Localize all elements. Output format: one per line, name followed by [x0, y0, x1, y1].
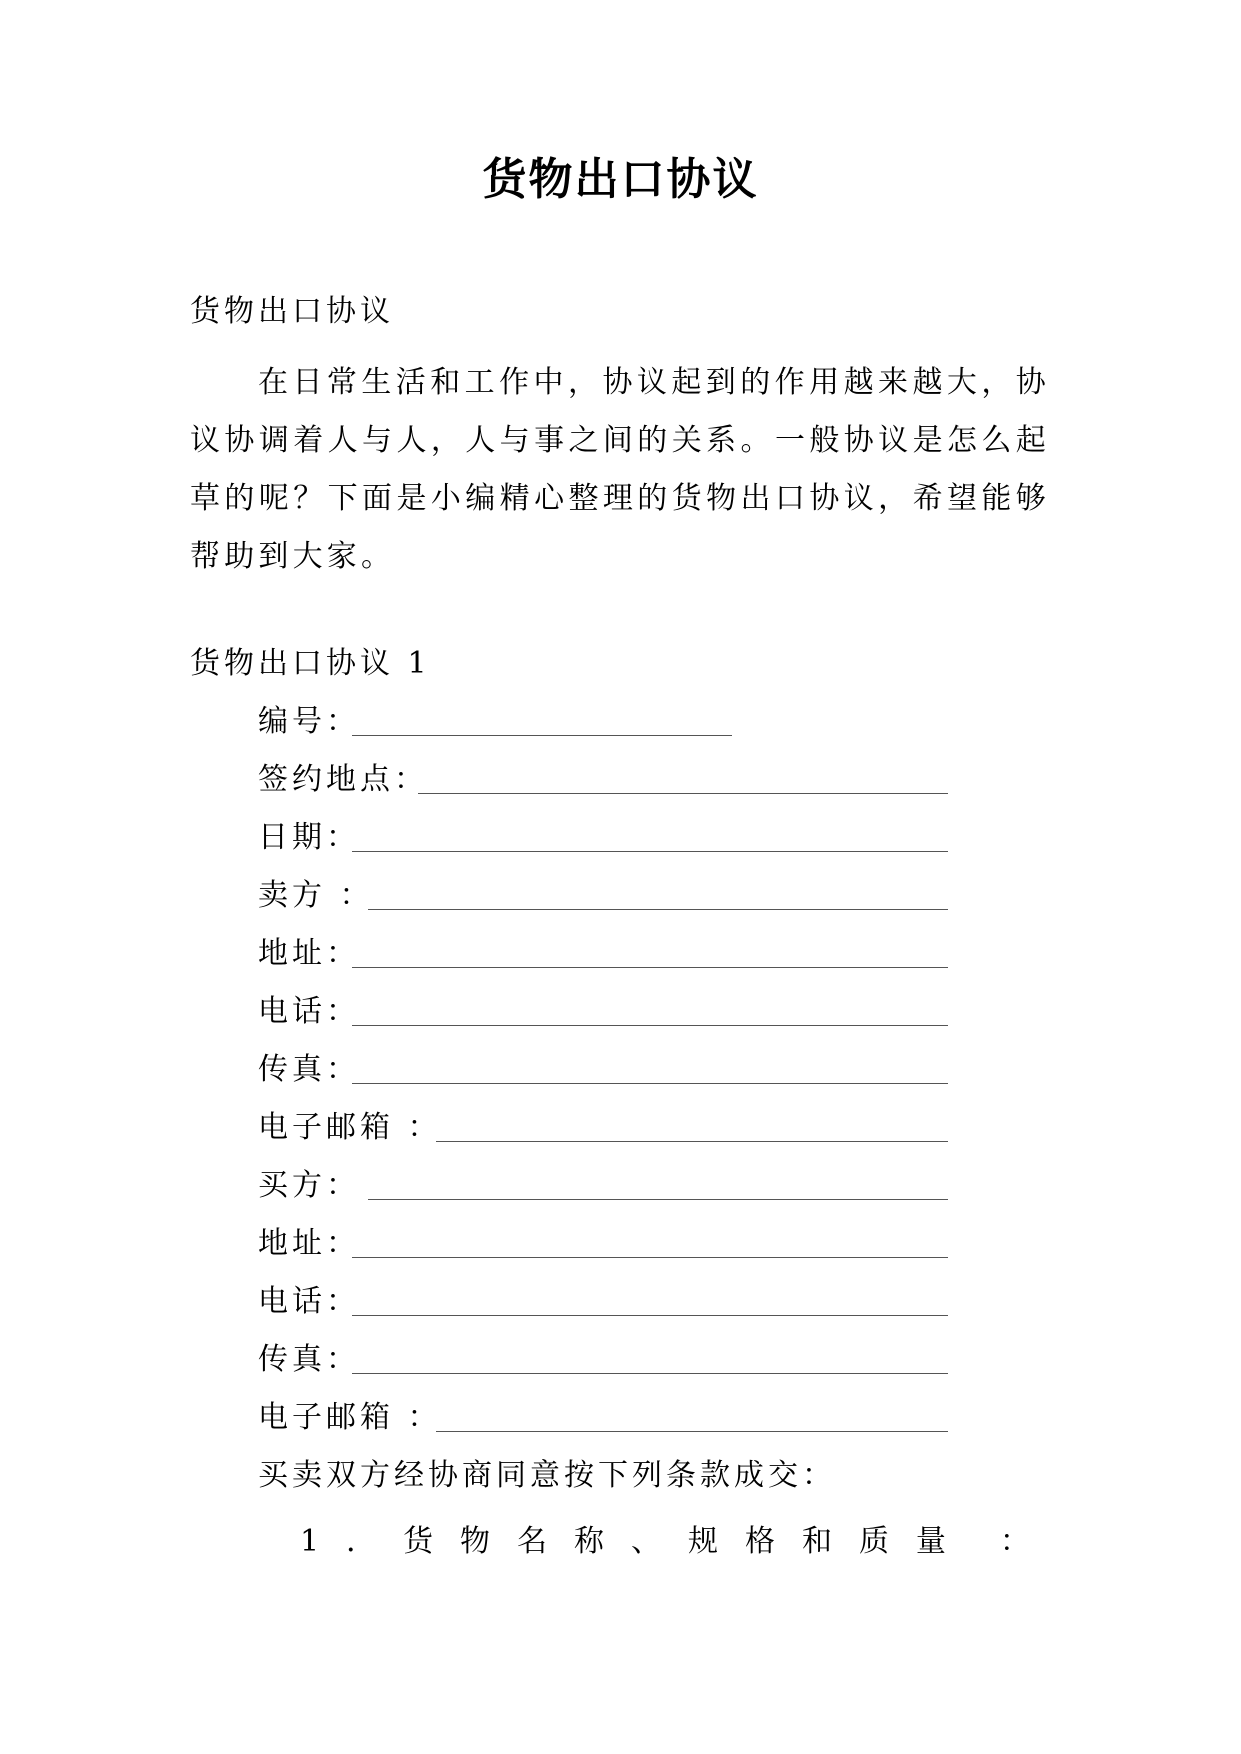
clause-char: 货 [403, 1524, 434, 1559]
clause-char: 格 [744, 1524, 775, 1559]
blank-seller-phone[interactable] [352, 1025, 948, 1026]
clause-char: 物 [460, 1524, 491, 1559]
clause-char: ． [346, 1524, 377, 1559]
blank-number[interactable] [352, 735, 732, 736]
field-seller-fax [258, 1050, 360, 1090]
field-buyer-fax [258, 1340, 360, 1380]
blank-buyer[interactable] [368, 1199, 948, 1200]
field-label-buyer-address: 地址： [258, 1226, 360, 1261]
blank-seller-email[interactable] [436, 1141, 948, 1142]
field-label-place: 签约地点： [258, 762, 428, 797]
blank-place[interactable] [418, 793, 948, 794]
clause-1-heading [300, 1522, 1030, 1562]
field-label-number: 编号： [258, 704, 360, 739]
field-label-buyer: 买方： [258, 1168, 360, 1203]
field-buyer-address [258, 1224, 360, 1264]
field-place [258, 760, 428, 800]
blank-buyer-email[interactable] [436, 1431, 948, 1432]
blank-seller-address[interactable] [352, 967, 948, 968]
agreement-line: 买卖双方经协商同意按下列条款成交： [258, 1458, 836, 1493]
clause-char: ： [999, 1524, 1030, 1559]
field-buyer-email [258, 1398, 442, 1438]
field-label-seller-email: 电子邮箱 ： [258, 1110, 442, 1145]
clause-char: 1 [300, 1524, 320, 1559]
field-seller-address [258, 934, 360, 974]
field-label-buyer-email: 电子邮箱 ： [258, 1400, 442, 1435]
clause-char: 量 [915, 1524, 946, 1559]
field-label-date: 日期： [258, 820, 360, 855]
field-label-buyer-fax: 传真： [258, 1342, 360, 1377]
blank-seller[interactable] [368, 909, 948, 910]
field-buyer-phone [258, 1282, 360, 1322]
clause-char: 名 [517, 1524, 548, 1559]
field-seller [258, 876, 374, 916]
clause-char: 、 [631, 1524, 661, 1559]
section-title: 货物出口协议 1 [190, 646, 431, 681]
document-title: 货物出口协议 [482, 154, 759, 205]
field-label-seller-fax: 传真： [258, 1052, 360, 1087]
field-label-buyer-phone: 电话： [258, 1284, 360, 1319]
field-label-seller-address: 地址： [258, 936, 360, 971]
intro-paragraph: 在日常生活和工作中，协议起到的作用越来越大，协议协调着人与人，人与事之间的关系。一般协议是怎么起草的呢？下面是小编精心整理的货物出口协议，希望能够帮助到大家。 [190, 365, 1050, 574]
blank-buyer-phone[interactable] [352, 1315, 948, 1316]
field-label-seller-phone: 电话： [258, 994, 360, 1029]
field-number [258, 702, 360, 742]
clause-char: 称 [574, 1524, 605, 1559]
clause-char: 规 [687, 1524, 718, 1559]
blank-buyer-fax[interactable] [352, 1373, 948, 1374]
field-date [258, 818, 360, 858]
field-seller-email [258, 1108, 442, 1148]
document-subtitle: 货物出口协议 [190, 294, 394, 329]
blank-date[interactable] [352, 851, 948, 852]
field-buyer [258, 1166, 360, 1206]
field-seller-phone [258, 992, 360, 1032]
clause-char: 和 [801, 1524, 832, 1559]
blank-seller-fax[interactable] [352, 1083, 948, 1084]
blank-buyer-address[interactable] [352, 1257, 948, 1258]
clause-char: 质 [858, 1524, 889, 1559]
field-label-seller: 卖方 ： [258, 878, 374, 913]
